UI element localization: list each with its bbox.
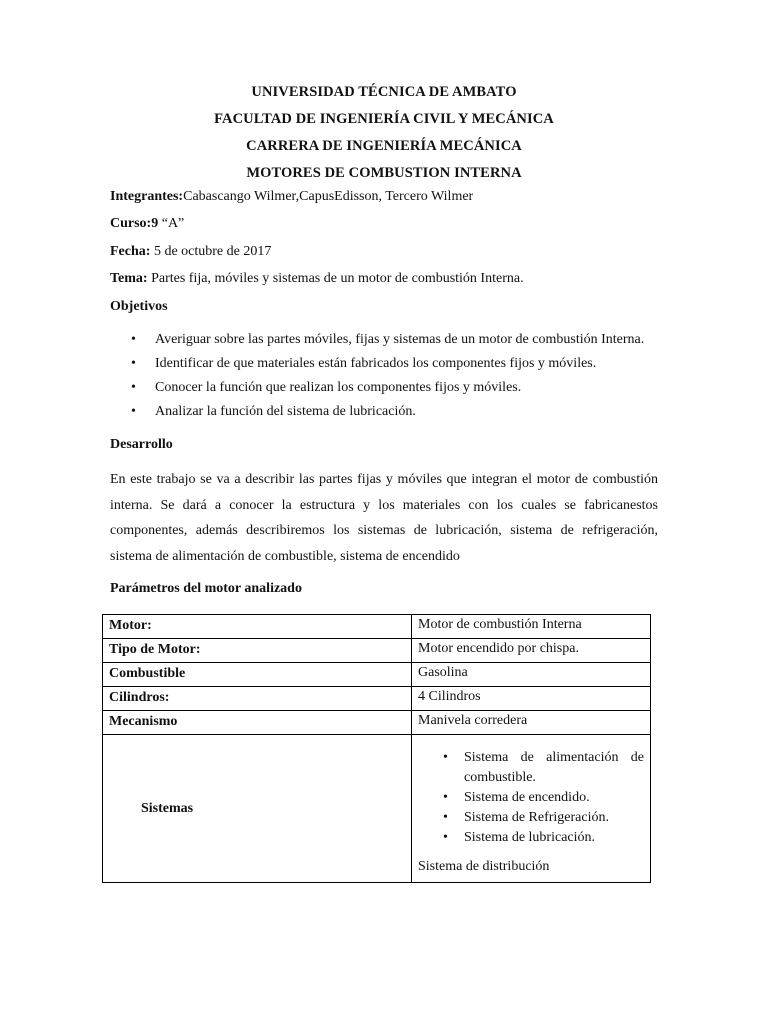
table-row	[103, 615, 651, 639]
objectives-list	[110, 330, 644, 426]
list-item: • Sistema de Refrigeración.	[418, 808, 644, 828]
param-value: Gasolina	[412, 663, 651, 687]
development-title: Desarrollo	[110, 437, 173, 452]
list-item: • Sistema de lubricación.	[418, 828, 644, 848]
systems-label: Sistemas	[103, 735, 412, 883]
list-item: • Sistema de alimentación de combustible.	[418, 748, 644, 788]
param-key: Motor:	[103, 615, 412, 639]
course-value: “A”	[158, 216, 185, 231]
parameters-table	[102, 614, 651, 883]
list-item: • Identificar de que materiales están fabricados los componentes fijos y móviles.	[110, 354, 644, 378]
systems-cell	[412, 735, 651, 883]
param-key: Mecanismo	[103, 711, 412, 735]
date-value: 5 de octubre de 2017	[150, 244, 272, 259]
param-value: Motor de combustión Interna	[412, 615, 651, 639]
table-row	[103, 639, 651, 663]
systems-extra: Sistema de distribución	[418, 859, 550, 874]
course-title-heading: MOTORES DE COMBUSTION INTERNA	[246, 165, 522, 181]
list-item: • Conocer la función que realizan los componentes fijos y móviles.	[110, 378, 644, 402]
course-label: Curso:9	[110, 216, 159, 231]
faculty-heading: FACULTAD DE INGENIERÍA CIVIL Y MECÁNICA	[214, 111, 554, 127]
members-line	[110, 189, 473, 205]
param-value: 4 Cilindros	[412, 687, 651, 711]
table-row	[103, 735, 651, 883]
members-value: Cabascango Wilmer,CapusEdisson, Tercero Wilmer	[183, 189, 474, 204]
topic-label: Tema:	[110, 271, 148, 286]
param-value: Motor encendido por chispa.	[412, 639, 651, 663]
topic-value: Partes fija, móviles y sistemas de un motor de combustión Interna.	[147, 271, 524, 286]
date-line	[110, 244, 271, 260]
parameters-title: Parámetros del motor analizado	[110, 581, 302, 596]
date-label: Fecha:	[110, 244, 151, 259]
param-key: Tipo de Motor:	[103, 639, 412, 663]
development-paragraph: En este trabajo se va a describir las partes fijas y móviles que integran el motor de combustión interna. Se dará a conocer la estructura y los materiales con los cuales se fabricanestos componentes, además describiremos los sistemas de lubricación, sistema de refrigeración, sistema de alimentación de combustible, sistema de encendido	[110, 472, 658, 564]
course-line	[110, 216, 184, 232]
topic-line	[110, 271, 524, 287]
param-key: Cilindros:	[103, 687, 412, 711]
systems-list	[418, 748, 644, 848]
list-item: • Sistema de encendido.	[418, 788, 644, 808]
career-heading: CARRERA DE INGENIERÍA MECÁNICA	[246, 138, 522, 154]
table-row	[103, 687, 651, 711]
list-item: • Averiguar sobre las partes móviles, fijas y sistemas de un motor de combustión Interna.	[110, 330, 644, 354]
list-item: • Analizar la función del sistema de lubricación.	[110, 402, 644, 426]
table-row	[103, 711, 651, 735]
members-label: Integrantes:	[110, 189, 184, 204]
param-value: Manivela corredera	[412, 711, 651, 735]
university-heading: UNIVERSIDAD TÉCNICA DE AMBATO	[251, 84, 517, 100]
objectives-title: Objetivos	[110, 299, 168, 314]
table-row	[103, 663, 651, 687]
param-key: Combustible	[103, 663, 412, 687]
